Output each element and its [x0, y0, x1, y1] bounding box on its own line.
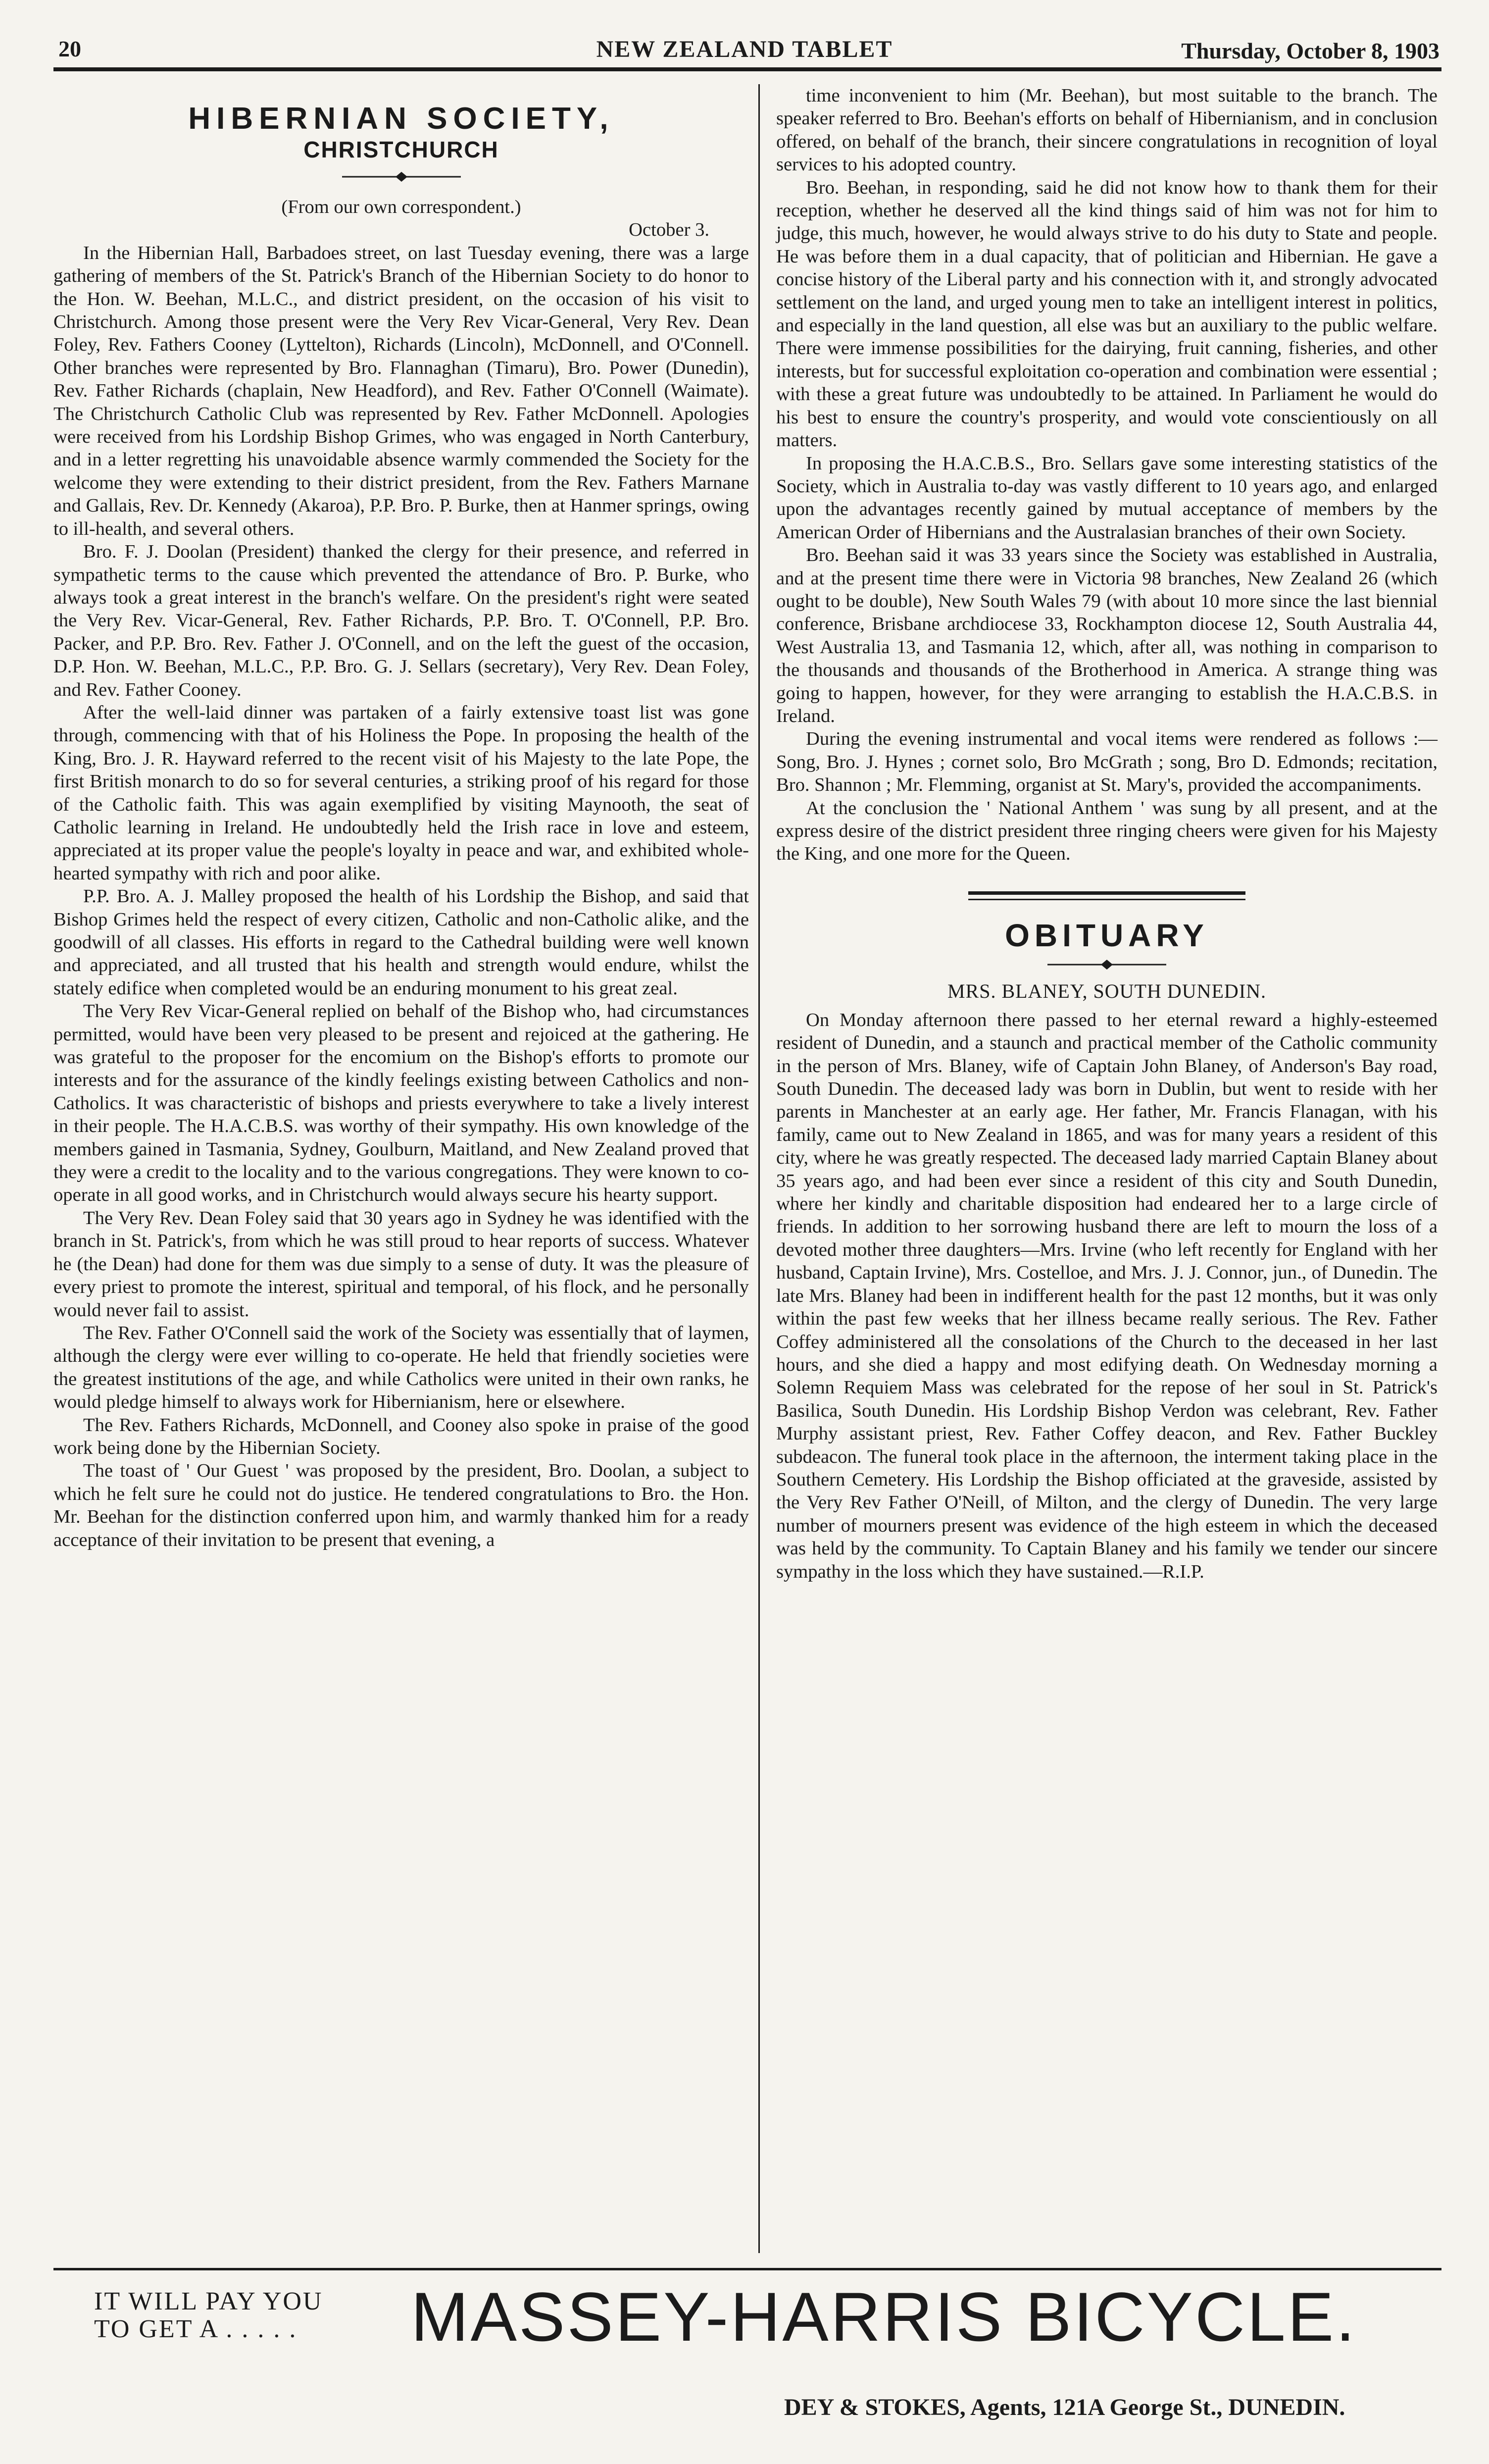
- article-paragraph: Bro. Beehan, in responding, said he did not know how to thank them for their reception, whether he deserved all the kind things said of him was not for him to judge, this much, however, he would always strive to do his duty to State and people. He was before them in a dual capacity, that of politician and Hibernian. He gave a concise history of the Liberal party and his connection with it, and strongly advocated settlement on the land, and urged young men to take an intelligent interest in politics, and especially in the land question, all else was but an auxiliary to the public welfare. There were immense possibilities for the dairying, fruit canning, fisheries, and other interests, but for successful exploitation co-operation and combination were essential ; with these a great future was undoubtedly to be attained. In Parliament he would do his best to ensure the country's prosperity, and would vote conscientiously on all matters.: [776, 177, 1438, 451]
- article-paragraph: Bro. Beehan said it was 33 years since the Society was established in Australia, and at the present time there were in Victoria 98 branches, New Zealand 26 (which ought to be double), New South Wales 79 (with about 10 more since the last biennial conference, Brisbane archdiocese 33, Rockhampton diocese 12, South Australia 44, West Australia 13, and Tasmania 12, which, after all, was nothing in comparison to the thousands and thousands of the Brotherhood in America. A strange thing was going to happen, however, for they were arranging to establish the H.A.C.B.S. in Ireland.: [776, 545, 1438, 726]
- advert-brand: MASSEY-HARRIS BICYCLE.: [411, 2278, 1357, 2356]
- left-column: [53, 84, 749, 1551]
- obituary-body: On Monday afternoon there passed to her eternal reward a highly-esteemed resident of Dunedin, and a staunch and practical member of the Catholic community in the person of Mrs. Blaney, wife of Captain John Blaney, of Anderson's Bay road, South Dunedin. The deceased lady was born in Dublin, but went to reside with her parents in Manchester at an early age. Her father, Mr. Francis Flanagan, with his family, came out to New Zealand in 1865, and was for many years a resident of this city, where he was greatly respected. The deceased lady married Captain Blaney about 35 years ago, and had been ever since a resident of this city and South Dunedin, where her kindly and charitable disposition had endeared her to a large circle of friends. In addition to her sorrowing husband there are left to mourn the loss of a devoted mother three daughters—Mrs. Irvine (who left recently for England with her husband, Captain Irvine), Mrs. Costelloe, and Mrs. J. J. Connor, jun., of Dunedin. The late Mrs. Blaney had been in indifferent health for the past 12 months, but it was only within the past few weeks that her illness became really serious. The Rev. Father Coffey administered all the consolations of the Church to the deceased in her last hours, and she died a happy and most edifying death. On Wednesday morning a Solemn Requiem Mass was celebrated for the repose of her soul in St. Patrick's Basilica, South Dunedin. His Lordship Bishop Verdon was celebrant, Rev. Father Murphy assistant priest, Rev. Father Coffey deacon, and Rev. Father Buckley subdeacon. The funeral took place in the afternoon, the interment taking place in the Southern Cemetery. His Lordship the Bishop officiated at the graveside, assisted by the Very Rev Father O'Neill, of Milton, and the clergy of Dunedin. The very large number of mourners present was evidence of the high esteem in which the deceased was held by the community. To Captain Blaney and his family we tender our sincere sympathy in the loss which they have sustained.—R.I.P.: [776, 1009, 1438, 1582]
- article-dateline: October 3.: [629, 219, 709, 241]
- header-rule: [53, 67, 1441, 71]
- diamond-rule-ornament: [342, 171, 461, 183]
- article-paragraph: After the well-laid dinner was partaken of a fairly extensive toast list was gone through, commencing with that of his Holiness the Pope. In proposing the health of the King, Bro. J. R. Hayward referred to the recent visit of his Majesty to the late Pope, the first British monarch to do so for several centuries, a striking proof of his regard for those of the Catholic faith. This was again exemplified by visiting Maynooth, the seat of Catholic learning in Ireland. He undoubtedly held the Irish race in love and esteem, appreciated at its proper value the people's loyalty in peace and war, and exhibited whole-hearted sympathy with rich and poor alike.: [53, 702, 749, 884]
- advert-tagline-line-1: IT WILL PAY YOU: [94, 2287, 323, 2315]
- diamond-rule-ornament: [1047, 959, 1166, 971]
- article-paragraph: The Very Rev. Dean Foley said that 30 years ago in Sydney he was identified with the branch in St. Patrick's, from which he was still proud to hear reports of success. Whatever he (the Dean) had done for them was due simply to a sense of duty. It was the pleasure of every priest to promote the interest, spiritual and temporal, of his flock, and he personally would never fail to assist.: [53, 1207, 749, 1321]
- article-paragraph: In the Hibernian Hall, Barbadoes street, on last Tuesday evening, there was a large gathering of members of the St. Patrick's Branch of the Hibernian Society to do honor to the Hon. W. Beehan, M.L.C., and district president, on the occasion of his visit to Christchurch. Among those present were the Very Rev Vicar-General, Very Rev. Dean Foley, Rev. Fathers Cooney (Lyttelton), Richards (Lincoln), McDonnell, and O'Connell. Other branches were represented by Bro. Flannaghan (Timaru), Bro. Power (Dunedin), Rev. Father Richards (chaplain, New Headford), and Rev. Father O'Connell (Waimate). The Christchurch Catholic Club was represented by Rev. Father McDonnell. Apologies were received from his Lordship Bishop Grimes, who was engaged in North Canterbury, and in a letter regretting his unavoidable absence warmly commended the Society for the welcome they were extending to their district president, from the Rev. Fathers Marnane and Gallais, Rev. Dr. Kennedy (Akaroa), P.P. Bro. P. Burke, then at Hanmer springs, owing to ill-health, and several others.: [53, 242, 749, 539]
- article-byline: (From our own correspondent.): [281, 197, 521, 217]
- right-column: [776, 84, 1438, 1583]
- column-divider: [758, 84, 760, 2253]
- article-paragraph: In proposing the H.A.C.B.S., Bro. Sellars gave some interesting statistics of the Society, which in Australia to-day was vastly different to 10 years ago, and enlarged upon the advantages recently gained by mutual acceptance of members by the American Order of Hibernians and the Australasian branches of their own Society.: [776, 453, 1438, 543]
- advert-rule: [53, 2268, 1441, 2270]
- article-paragraph: During the evening instrumental and vocal items were rendered as follows :—Song, Bro. J. Hynes ; cornet solo, Bro McGrath ; song, Bro D. Edmonds; recitation, Bro. Shannon ; Mr. Flemming, organist at St. Mary's, provided the accompaniments.: [776, 728, 1438, 796]
- advert-tagline: [94, 2288, 391, 2343]
- article-paragraph: The Rev. Fathers Richards, McDonnell, and Cooney also spoke in praise of the good work being done by the Hibernian Society.: [53, 1414, 749, 1458]
- article-paragraph: The toast of ' Our Guest ' was proposed by the president, Bro. Doolan, a subject to which he felt sure he could not do justice. He tendered congratulations to Bro. the Hon. Mr. Beehan for the distinction conferred upon him, and warmly thanked him for a ready acceptance of their invitation to be present that evening, a: [53, 1460, 749, 1550]
- obituary-subtitle: MRS. BLANEY, SOUTH DUNEDIN.: [947, 979, 1267, 1002]
- advert-agents: DEY & STOKES, Agents, 121A George St., DUNEDIN.: [784, 2394, 1345, 2420]
- article-body-left: [53, 242, 749, 1551]
- article-paragraph: Bro. F. J. Doolan (President) thanked the clergy for their presence, and referred in sympathetic terms to the cause which prevented the attendance of Bro. P. Burke, who always took a great interest in the branch's welfare. On the president's right were seated the Very Rev. Vicar-General, Rev. Father Richards, P.P. Bro. T. O'Connell, P.P. Bro. Packer, and P.P. Bro. Rev. Father J. O'Connell, and on the left the guest of the occasion, D.P. Hon. W. Beehan, M.L.C., P.P. Bro. G. J. Sellars (secretary), Very Rev. Dean Foley, and Rev. Father Cooney.: [53, 541, 749, 700]
- article-paragraph: time inconvenient to him (Mr. Beehan), but most suitable to the branch. The speaker referred to Bro. Beehan's efforts on behalf of Hibernianism, and in conclusion offered, on behalf of the branch, their sincere congratulations in recognition of loyal services to his adopted country.: [776, 85, 1438, 175]
- advert-tagline-line-2: TO GET A . . . . .: [94, 2315, 298, 2343]
- article-paragraph: At the conclusion the ' National Anthem ' was sung by all present, and at the express desire of the district president three ringing cheers were given for his Majesty the King, and one more for the Queen.: [776, 797, 1438, 865]
- obituary-title: OBITUARY: [1005, 917, 1209, 953]
- obituary-rule-thick: [968, 891, 1245, 895]
- article-paragraph: P.P. Bro. A. J. Malley proposed the health of his Lordship the Bishop, and said that Bishop Grimes held the respect of every citizen, Catholic and non-Catholic alike, and the goodwill of all classes. His efforts in regard to the Cathedral building were well known and appreciated, and all trusted that his health and strength would endure, whilst the stately edifice when completed would be an enduring monument to his great zeal.: [53, 886, 749, 999]
- article-paragraph: The Rev. Father O'Connell said the work of the Society was essentially that of laymen, although the clergy were ever willing to co-operate. He held that friendly societies were the greatest institutions of the age, and while Catholics were united in their own ranks, he would pledge himself to always work for Hibernianism, here or elsewhere.: [53, 1322, 749, 1413]
- obituary-rule-thin: [968, 899, 1245, 900]
- article-title: HIBERNIAN SOCIETY,: [188, 102, 614, 136]
- article-body-right: [776, 84, 1438, 866]
- page-number: 20: [58, 36, 81, 61]
- article-subtitle: CHRISTCHURCH: [303, 137, 499, 162]
- publication-title: NEW ZEALAND TABLET: [596, 36, 893, 62]
- issue-date: Thursday, October 8, 1903: [1181, 38, 1439, 63]
- article-paragraph: The Very Rev Vicar-General replied on behalf of the Bishop who, had circumstances permitted, would have been very pleased to be present and rejoiced at the gathering. He was grateful to the proposer for the encomium on the Bishop's efforts to promote our interests and for the assurance of the kindly feelings existing between Catholics and non-Catholics. It was characteristic of bishops and priests everywhere to take a lively interest in their people. The H.A.C.B.S. was worthy of their sympathy. His own knowledge of the members gained in Tasmania, Sydney, Goulburn, Maitland, and New Zealand proved that they were a credit to the locality and to the various congregations. They were known to co-operate in all good works, and in Christchurch would always secure his hearty support.: [53, 1001, 749, 1206]
